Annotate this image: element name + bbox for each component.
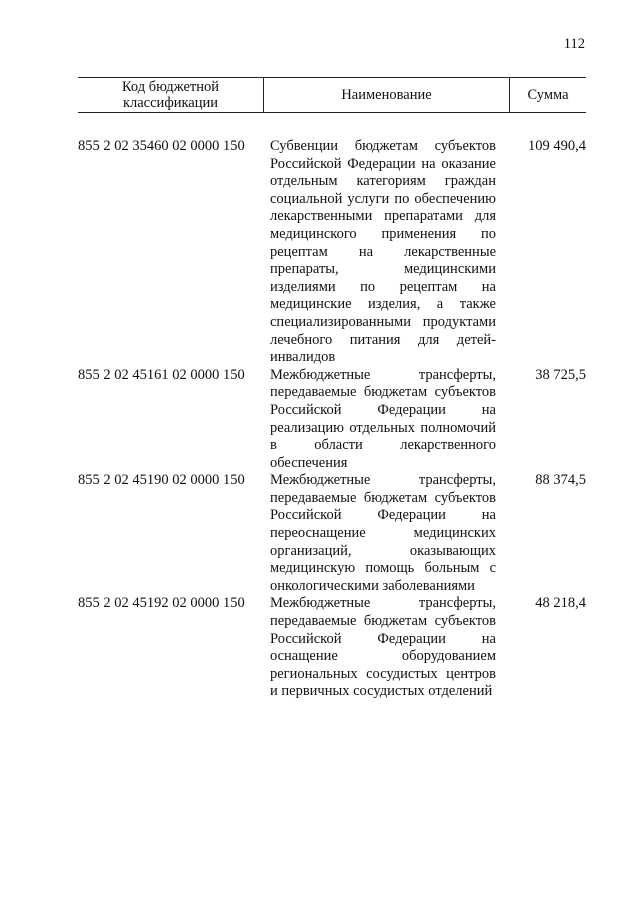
budget-code: 855 2 02 45190 02 0000 150	[78, 472, 245, 489]
header-sum-column: Сумма	[527, 87, 569, 103]
item-amount: 38 725,5	[535, 366, 586, 383]
item-name: Межбюджетные трансферты, передаваемые бюджетам субъектов Российской Федерации на реализацию отдельных полномочий в области лекарственного обеспечения	[270, 366, 496, 471]
table-row	[78, 472, 586, 595]
header-code-column: Код бюджетной классификации	[78, 78, 264, 112]
table-header	[78, 77, 586, 113]
budget-code: 855 2 02 45192 02 0000 150	[78, 595, 245, 612]
item-name: Межбюджетные трансферты, передаваемые бюджетам субъектов Российской Федерации на переоснащение медицинских организаций, оказывающих медицинскую помощь больным с онкологическими заболеваниями	[270, 472, 496, 594]
table-row	[78, 595, 586, 701]
item-name: Межбюджетные трансферты, передаваемые бюджетам субъектов Российской Федерации на оснащение оборудованием региональных сосудистых центров и первичных сосудистых отделений	[270, 595, 496, 700]
item-name: Субвенции бюджетам субъектов Российской Федерации на оказание отдельным категориям граждан социальной услуги по обеспечению лекарственными препаратами для медицинского применения по рецептам на лекарственные препараты, медицинскими изделиями по рецептам на медицинские изделия, а также специализированными продуктами лечебного питания для детей-инвалидов	[270, 138, 496, 366]
item-amount: 88 374,5	[535, 472, 586, 489]
item-amount: 48 218,4	[535, 595, 586, 612]
page-number: 112	[563, 36, 585, 52]
budget-code: 855 2 02 35460 02 0000 150	[78, 138, 245, 154]
header-name-column: Наименование	[264, 78, 510, 112]
budget-code: 855 2 02 45161 02 0000 150	[78, 366, 245, 383]
table-body	[78, 138, 586, 701]
table-row	[78, 138, 586, 367]
table-row	[78, 367, 586, 473]
item-amount: 109 490,4	[528, 138, 586, 154]
